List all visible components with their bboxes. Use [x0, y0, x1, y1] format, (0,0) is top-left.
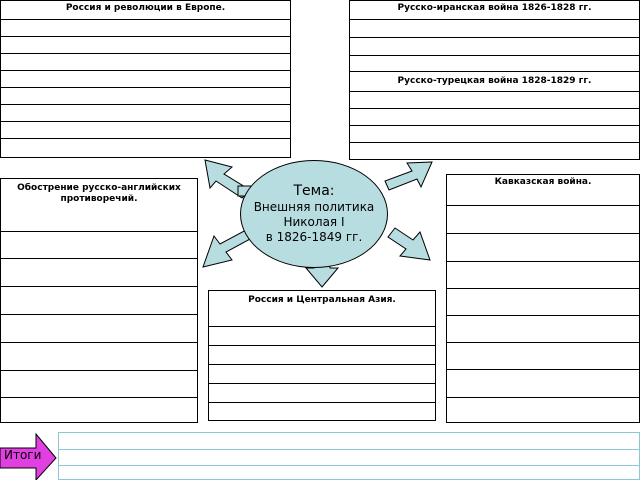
summary-row[interactable]: [59, 465, 639, 481]
arrow-to-england: [203, 230, 252, 267]
summary-row[interactable]: [59, 449, 639, 465]
topic-line-4: в 1826-1849 гг.: [265, 230, 363, 244]
summary-label: Итоги: [4, 448, 42, 462]
summary-row[interactable]: [59, 433, 639, 449]
arrow-to-iran: [385, 162, 432, 190]
box-turkey-title: Русско-турецкая война 1828-1829 гг.: [350, 71, 639, 91]
box-england-title: Обострение русско-английских противоречий.: [17, 183, 181, 204]
box-europe-title: Россия и революции в Европе.: [65, 3, 226, 13]
box-caucasus-title: Кавказская война.: [494, 177, 592, 187]
arrow-to-caucasus: [388, 228, 430, 260]
topic-line-2: Внешняя политика: [253, 200, 375, 214]
box-asia-title: Россия и Центральная Азия.: [248, 295, 396, 305]
topic-label: Тема:: [293, 183, 335, 199]
summary-grid: [58, 432, 640, 480]
topic-line-3: Николая I: [283, 215, 345, 229]
topic-ellipse: [240, 160, 388, 268]
box-iran-title: Русско-иранская война 1826-1828 гг.: [397, 3, 592, 13]
